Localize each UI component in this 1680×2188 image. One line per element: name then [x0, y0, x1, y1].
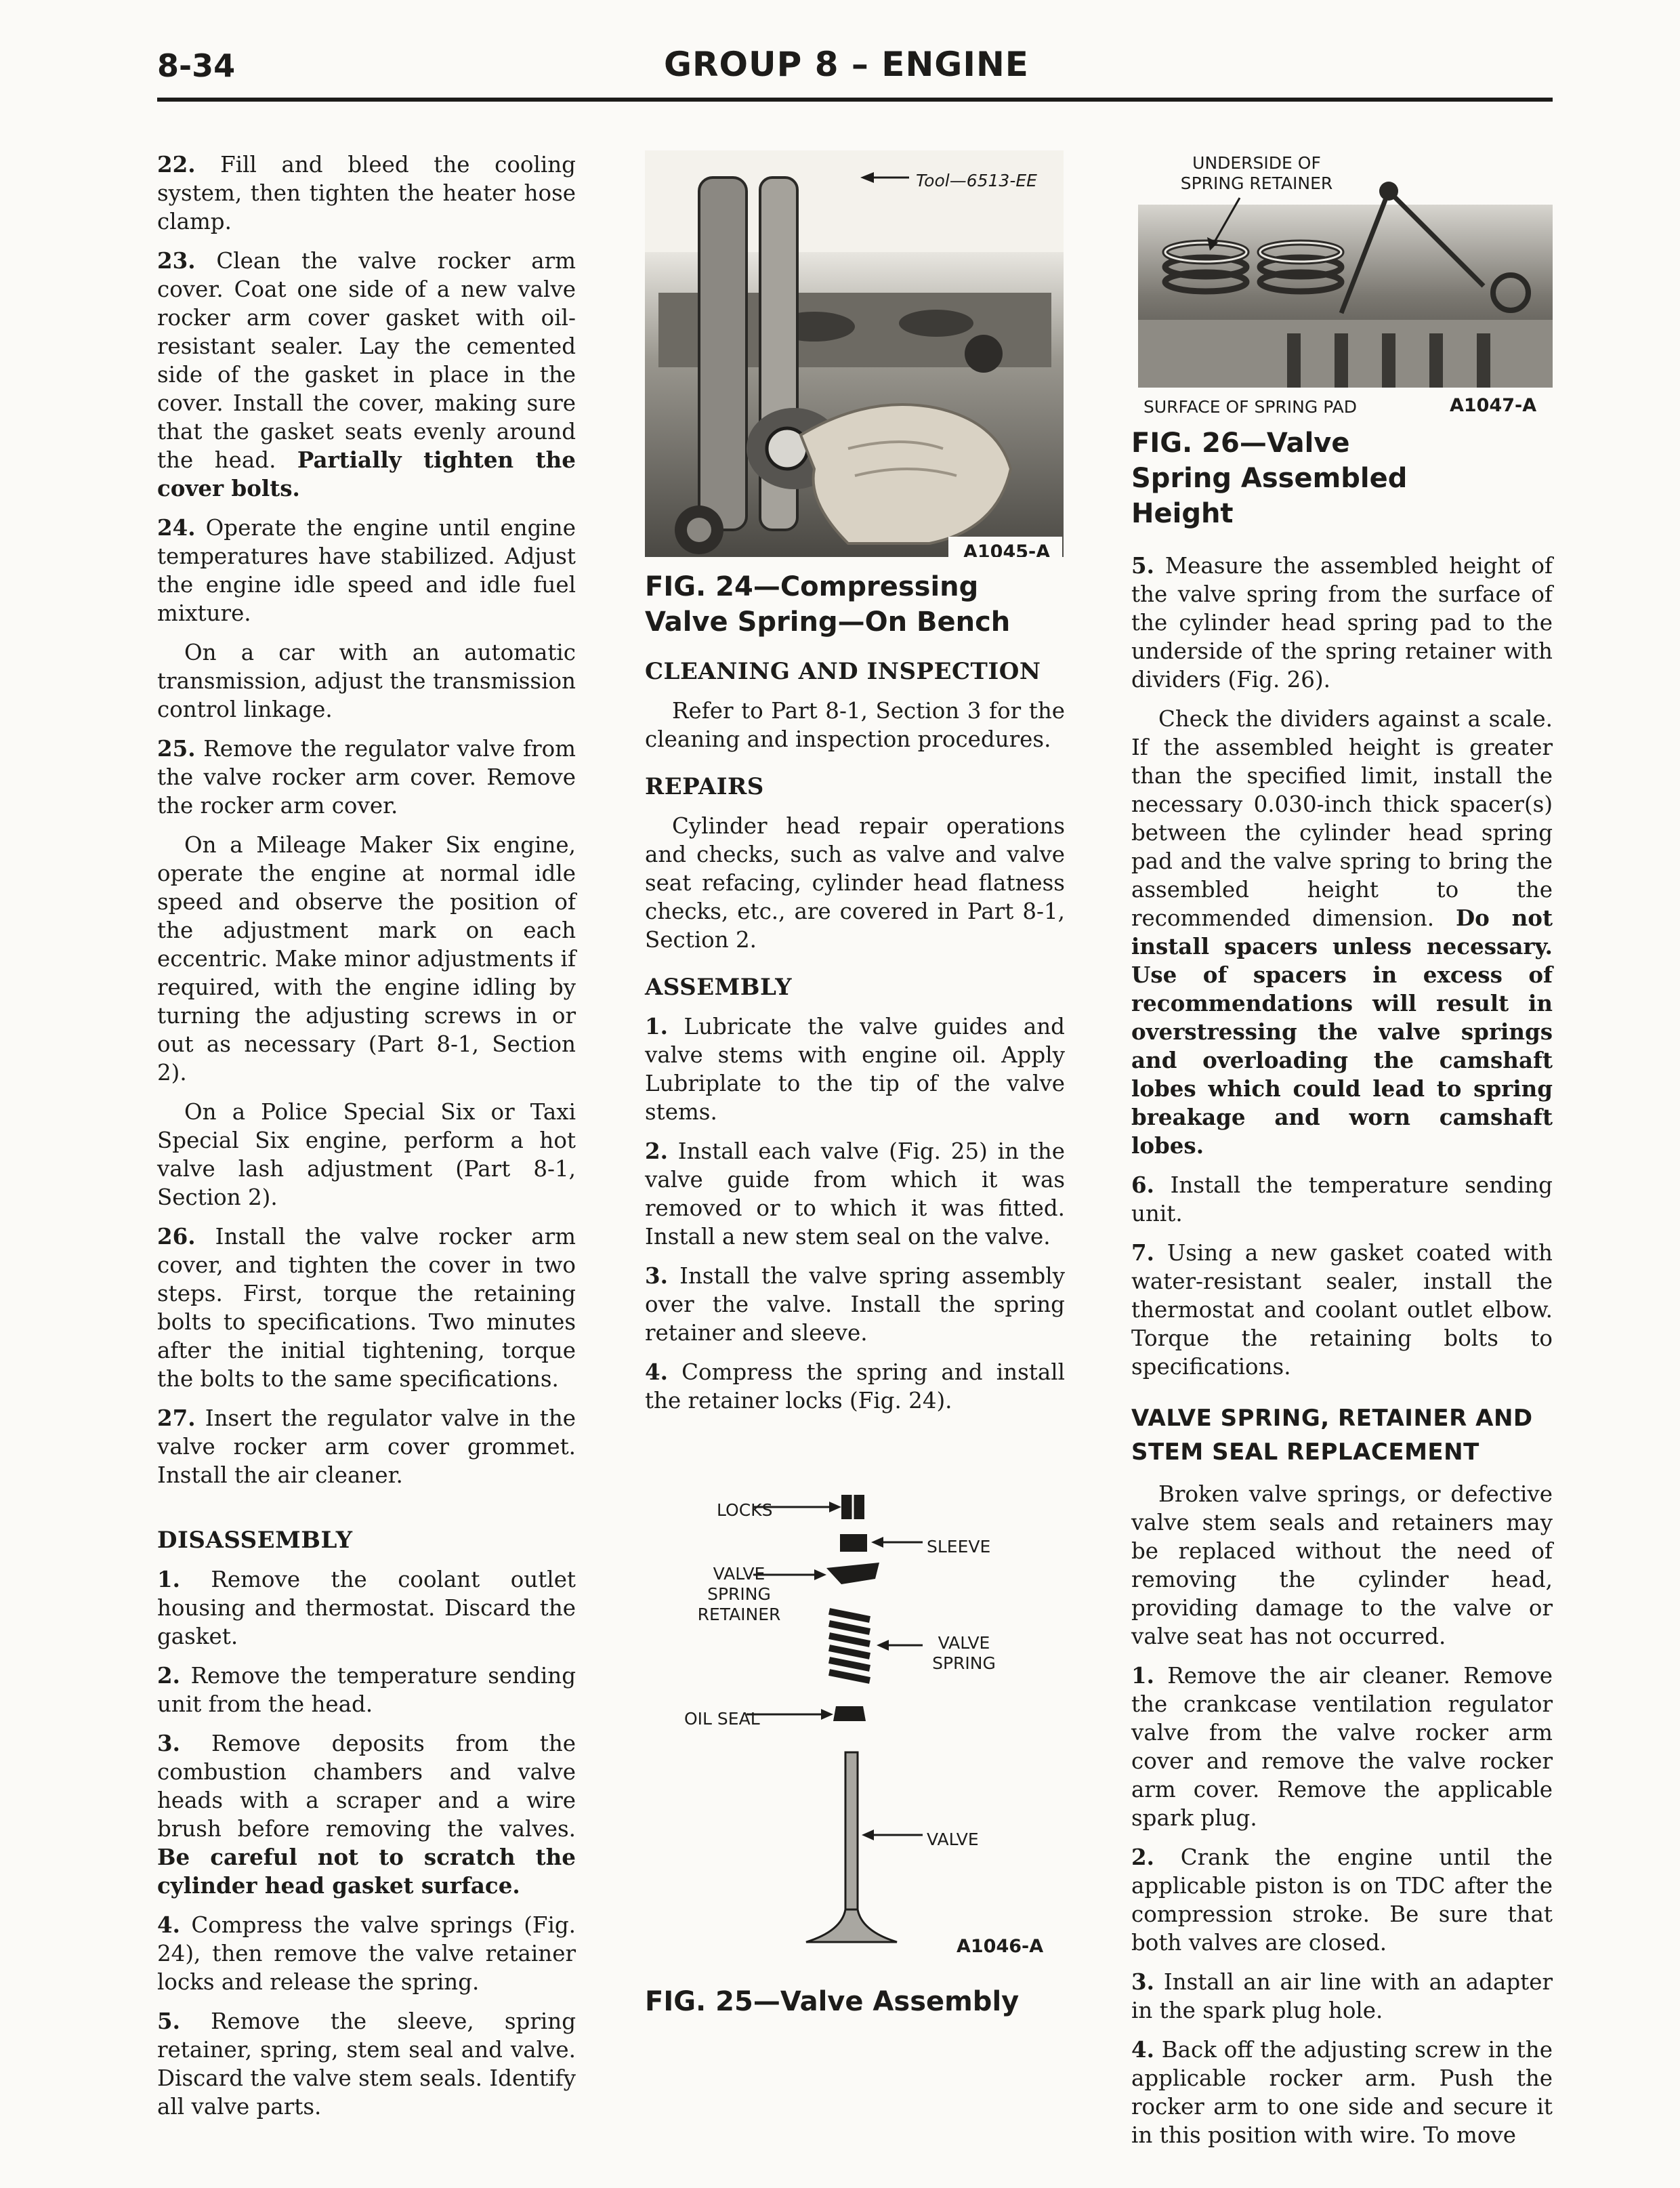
fig25-retainer-label: VALVE SPRING RETAINER	[697, 1564, 781, 1624]
assembly-step-4: 4. Compress the spring and install the retainer locks (Fig. 24).	[645, 1359, 1065, 1413]
replacement-step-1: 1. Remove the air cleaner. Remove the crankcase ventilation regulator valve from the valve rocker arm cover and remove the valve rocker arm cover. Remove the applicable spark plug.	[1131, 1662, 1553, 1831]
step-24-note: On a car with an automatic transmission, adjust the transmission control linkage.	[157, 640, 576, 722]
column-left	[157, 150, 576, 2132]
disassembly-step-4: 4. Compress the valve springs (Fig. 24), then remove the valve retainer locks and release the spring.	[157, 1912, 576, 1995]
disassembly-step-2: 2. Remove the temperature sending unit from the head.	[157, 1662, 576, 1717]
assembly-step-2: 2. Install each valve (Fig. 25) in the valve guide from which it was removed or to which it was fitted. Install a new stem seal on the valve.	[645, 1138, 1065, 1250]
header-rule	[157, 98, 1553, 102]
fig26-photo	[1131, 150, 1553, 415]
fig26-code: A1047-A	[1450, 395, 1537, 415]
fig25-valve-label: VALVE	[927, 1830, 979, 1849]
fig25-locks-label: LOCKS	[717, 1500, 773, 1520]
assembly-step-3: 3. Install the valve spring assembly over the valve. Install the spring retainer and sleeve.	[645, 1262, 1065, 1346]
assembly-step-7: 7. Using a new gasket coated with water-resistant sealer, install the thermostat and coolant outlet elbow. Torque the retaining bolts to specifications.	[1131, 1239, 1553, 1380]
column-middle	[645, 150, 1065, 2050]
disassembly-step-3: 3. Remove deposits from the combustion chambers and valve heads with a scraper and a wire brush before removing the valves. Be careful not to scratch the cylinder head gasket surface.	[157, 1730, 576, 1899]
repairs-text: Cylinder head repair operations and checks, such as valve and valve seat refacing, cylinder head flatness checks, etc., are covered in Part 8-1, Section 2.	[645, 813, 1065, 953]
step-25-note-b: On a Police Special Six or Taxi Special Six engine, perform a hot valve lash adjustment (Part 8-1, Section 2).	[157, 1099, 576, 1210]
replacement-step-2: 2. Crank the engine until the applicable piston is on TDC after the compression stroke. Be sure that both valves are closed.	[1131, 1844, 1553, 1956]
step-22: 22. Fill and bleed the cooling system, then tighten the heater hose clamp.	[157, 151, 576, 234]
column-right	[1131, 150, 1553, 2160]
fig25-caption: FIG. 25—Valve Assembly	[645, 1986, 1020, 2017]
step-25: 25. Remove the regulator valve from the valve rocker arm cover. Remove the rocker arm cover.	[157, 735, 576, 819]
replacement-step-4: 4. Back off the adjusting screw in the applicable rocker arm. Push the rocker arm to one side and secure it in this position with wire. To move	[1131, 2036, 1553, 2148]
assembly-heading: ASSEMBLY	[645, 974, 793, 1001]
cleaning-text: Refer to Part 8-1, Section 3 for the cleaning and inspection procedures.	[645, 698, 1065, 752]
fig25-spring-label: VALVE SPRING	[932, 1633, 996, 1673]
fig25-diagram	[645, 1476, 1065, 1964]
step-25-note-a: On a Mileage Maker Six engine, operate the engine at normal idle speed and observe the position of the adjustment mark on each eccentric. Make minor adjustments if required, with the engine idling by turning the adjusting screws in or out as necessary (Part 8-1, Section 2).	[157, 832, 576, 1086]
fig25-oil-seal-label: OIL SEAL	[684, 1709, 760, 1729]
step-23: 23. Clean the valve rocker arm cover. Coat one side of a new valve rocker arm cover gasket with oil-resistant sealer. Lay the cemented side of the gasket in place in the cover. Install the cover, making sure that the gasket seats evenly around the head. Partially tighten the cover bolts.	[157, 247, 576, 501]
step-27: 27. Insert the regulator valve in the valve rocker arm cover grommet. Install the air cleaner.	[157, 1405, 576, 1488]
replacement-step-3: 3. Install an air line with an adapter in the spark plug hole.	[1131, 1968, 1553, 2023]
assembly-step-1: 1. Lubricate the valve guides and valve stems with engine oil. Apply Lubriplate to the tip of the valve stems.	[645, 1013, 1065, 1125]
fig26-bottom-label: SURFACE OF SPRING PAD	[1143, 397, 1358, 415]
fig24-code: A1045-A	[963, 541, 1051, 557]
assembly-step-5: 5. Measure the assembled height of the valve spring from the surface of the cylinder head spring pad to the underside of the spring retainer with dividers (Fig. 26).	[1131, 552, 1553, 693]
fig26-top-label: UNDERSIDE OF SPRING RETAINER	[1180, 153, 1333, 193]
fig24-photo	[645, 150, 1064, 557]
disassembly-step-1: 1. Remove the coolant outlet housing and thermostat. Discard the gasket.	[157, 1566, 576, 1649]
repairs-heading: REPAIRS	[645, 773, 764, 800]
fig26-caption: FIG. 26—Valve Spring Assembled Height	[1131, 428, 1408, 529]
fig24-illustration	[645, 150, 1064, 557]
disassembly-step-5: 5. Remove the sleeve, spring retainer, spring, stem seal and valve. Discard the valve stem seals. Identify all valve parts.	[157, 2008, 576, 2120]
fig25-code: A1046-A	[957, 1936, 1044, 1957]
step-26: 26. Install the valve rocker arm cover, and tighten the cover in two steps. First, torque the retaining bolts to specifications. Two minutes after the initial tightening, torque the bolts to the same specifications.	[157, 1223, 576, 1392]
disassembly-heading: DISASSEMBLY	[157, 1527, 353, 1554]
replacement-heading: VALVE SPRING, RETAINER AND STEM SEAL REPLACEMENT	[1131, 1405, 1533, 1466]
cleaning-heading: CLEANING AND INSPECTION	[645, 658, 1041, 685]
fig24-caption: FIG. 24—Compressing Valve Spring—On Bench	[645, 571, 1011, 638]
fig24-tool-label: Tool—6513-EE	[916, 171, 1037, 190]
fig25-sleeve-label: SLEEVE	[927, 1537, 991, 1556]
assembly-step-5-note: Check the dividers against a scale. If the assembled height is greater than the specified limit, install the necessary 0.030-inch thick spacer(s) between the cylinder head spring pad and the valve spring to bring the assembled height to the recommended dimension. Do not install spacers unless necessary. Use of spacers in excess of recommendations will result in overstressing the valve springs and overloading the camshaft lobes which could lead to spring breakage and worn camshaft lobes.	[1131, 706, 1553, 1159]
group-title: GROUP 8 – ENGINE	[664, 45, 1029, 84]
replacement-intro: Broken valve springs, or defective valve stem seals and retainers may be replaced without the need of removing the cylinder head, providing damage to the valve or valve seat has not occurred.	[1131, 1481, 1553, 1649]
assembly-step-6: 6. Install the temperature sending unit.	[1131, 1172, 1553, 1226]
page-number: 8-34	[157, 47, 236, 84]
step-24: 24. Operate the engine until engine temperatures have stabilized. Adjust the engine idle speed and idle fuel mixture.	[157, 514, 576, 626]
